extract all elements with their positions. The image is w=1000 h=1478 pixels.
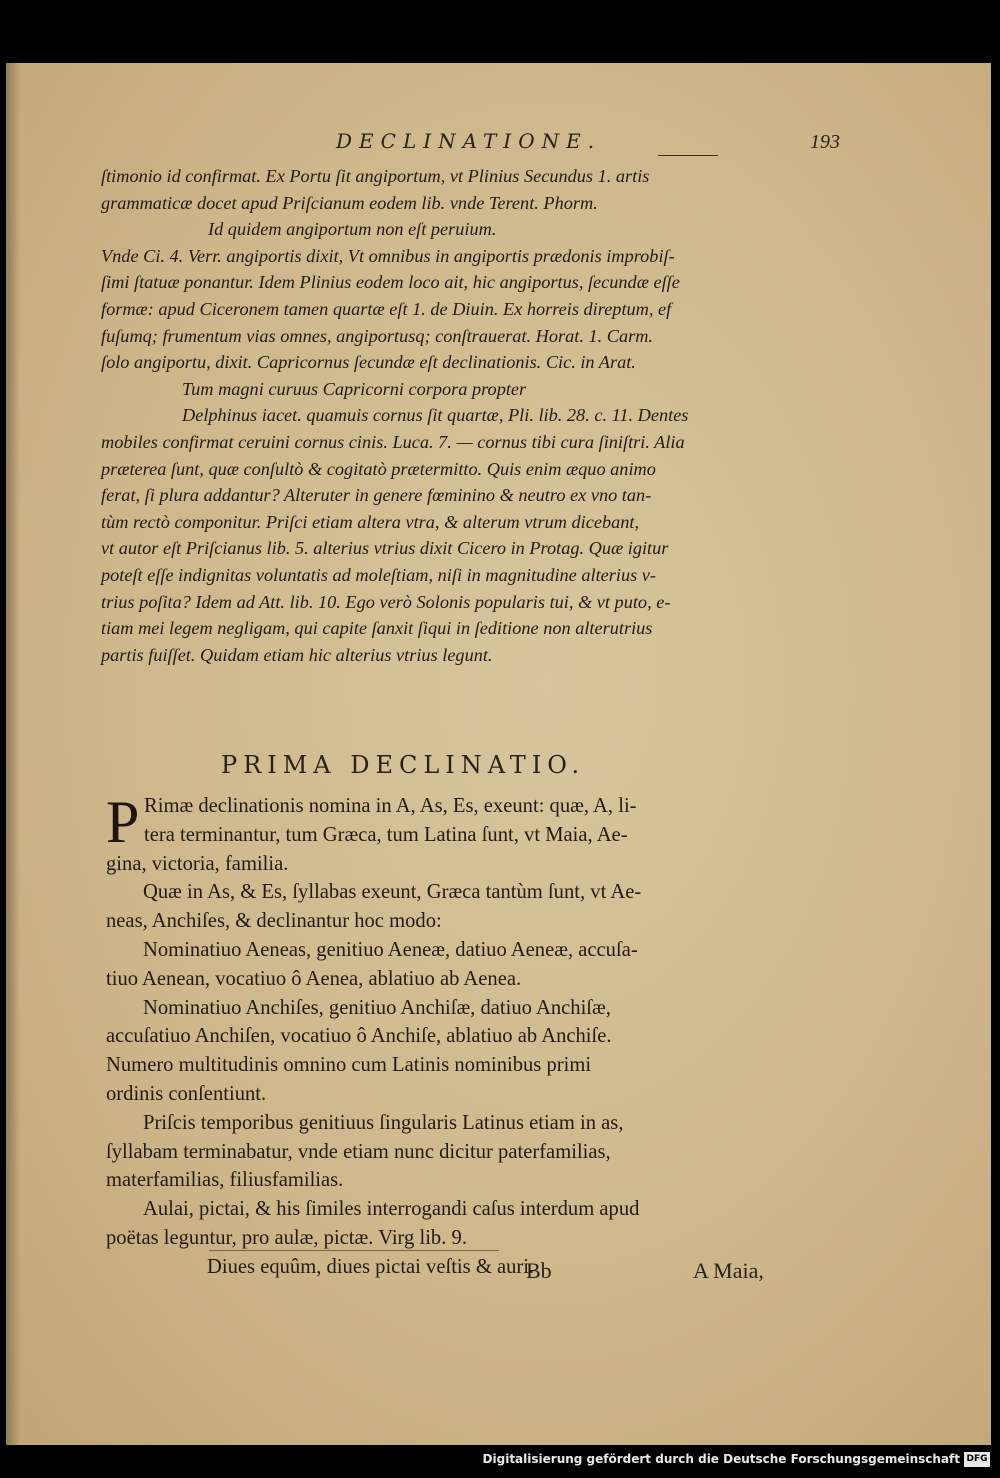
italic-line: formæ: apud Ciceronem tamen quartæ eſt 1. de Diuin. Ex horreis direptum, ef	[101, 298, 672, 319]
italic-line: poteſt eſſe indignitas voluntatis ad moleſtiam, niſi in magnitudine alterius v-	[101, 564, 656, 585]
body-line: Quæ in As, & Es, ſyllabas exeunt, Græca tantùm ſunt, vt Ae-	[143, 881, 642, 904]
body-line: poëtas leguntur, pro aulæ, pictæ. Virg lib. 9.	[106, 1226, 467, 1249]
italic-line: ſtimonio id confirmat. Ex Portu ſit angiportum, vt Plinius Secundus 1. artis	[101, 166, 650, 186]
running-head	[336, 129, 976, 163]
italic-line: Delphinus iacet. quamuis cornus ſit quartæ, Pli. lib. 28. c. 11. Dentes	[182, 405, 689, 426]
italic-quote-line: Tum magni curuus Capricorni corpora propter	[182, 378, 527, 399]
body-line: neas, Anchiſes, & declinantur hoc modo:	[106, 910, 442, 933]
gathering-signature: Bb	[526, 1258, 552, 1283]
italic-line: Vnde Ci. 4. Verr. angiportis dixit, Vt omnibus in angiportis prædonis improbiſ-	[101, 245, 675, 266]
body-line: accuſatiuo Anchiſen, vocatiuo ô Anchiſe, ablatiuo ab Anchiſe.	[106, 1025, 612, 1048]
italic-line: partis fuiſſet. Quidam etiam hic alterius vtrius legunt.	[101, 644, 493, 665]
body-line: Numero multitudinis omnino cum Latinis nominibus primi	[106, 1054, 592, 1077]
italic-line: vt autor eſt Priſcianus lib. 5. alterius vtrius dixit Cicero in Protag. Quæ igitur	[101, 538, 669, 559]
body-line: Aulai, pictai, & his ſimiles interrogandi caſus interdum apud	[143, 1198, 640, 1221]
running-head-title: DECLINATIONE.	[336, 129, 602, 153]
digitization-banner	[0, 1452, 1000, 1470]
italic-line: tùm rectò componitur. Priſci etiam altera vtra, & alterum vtrum dicebant,	[101, 511, 640, 532]
italic-line: fuſumq; frumentum vias omnes, angiportusq; conſtrauerat. Horat. 1. Carm.	[101, 325, 653, 346]
body-line: Nominatiuo Anchiſes, genitiuo Anchiſæ, datiuo Anchiſæ,	[143, 996, 611, 1019]
italic-line: grammaticæ docet apud Priſcianum eodem lib. vnde Terent. Phorm.	[101, 192, 598, 213]
body-line: gina, victoria, familia.	[106, 852, 289, 875]
body-line: Nominatiuo Aeneas, genitiuo Aeneæ, datiuo Aeneæ, accuſa-	[143, 938, 638, 961]
catchword: A Maia,	[693, 1258, 764, 1283]
italic-commentary	[101, 163, 781, 668]
footer-rule	[209, 1250, 499, 1251]
drop-cap-initial: P	[106, 789, 140, 855]
body-line: ordinis conſentiunt.	[106, 1082, 267, 1105]
page-edge-shadow	[6, 63, 20, 1445]
italic-quote-line: Id quidem angiportum non eſt peruium.	[208, 219, 497, 240]
running-head-rule	[658, 155, 718, 156]
body-line: tera terminantur, tum Græca, tum Latina ſunt, vt Maia, Ae-	[144, 823, 628, 846]
italic-line: tiam mei legem negligam, qui capite ſanxit ſiqui in ſeditione non alterutrius	[101, 618, 653, 639]
italic-line: ſimi ſtatuæ ponantur. Idem Plinius eodem loco ait, hic angiportus, ſecundæ eſſe	[101, 272, 680, 293]
page-footer	[106, 1258, 786, 1292]
roman-body-text	[106, 789, 778, 1282]
body-line: Priſcis temporibus genitiuus ſingularis Latinus etiam in as,	[143, 1111, 624, 1134]
italic-line: præterea ſunt, quæ conſultò & cogitatò prætermitto. Quis enim æquo animo	[101, 458, 656, 479]
italic-line: trius poſita? Idem ad Att. lib. 10. Ego verò Solonis popularis tui, & vt puto, e-	[101, 591, 671, 612]
section-heading: PRIMA DECLINATIO.	[221, 751, 586, 779]
dfg-banner-text: Digitalisierung gefördert durch die Deutsche Forschungsgemeinschaft	[482, 1452, 960, 1466]
body-line: Rimæ declinationis nomina in A, As, Es, exeunt: quæ, A, li-	[144, 795, 637, 817]
italic-line: ſolo angiportu, dixit. Capricornus ſecundæ eſt declinationis. Cic. in Arat.	[101, 352, 636, 373]
body-line: tiuo Aenean, vocatiuo ô Aenea, ablatiuo ab Aenea.	[106, 967, 522, 990]
italic-line: mobiles confirmat ceruini cornus cinis. Luca. 7. — cornus tibi cura ſiniſtri. Alia	[101, 431, 685, 452]
verse-line: Diues equûm, diues pictai veſtis & auri.	[207, 1255, 535, 1278]
page-number: 193	[810, 131, 840, 153]
body-line: ſyllabam terminabatur, vnde etiam nunc dicitur paterfamilias,	[106, 1140, 611, 1163]
italic-line: ferat, ſi plura addantur? Alteruter in genere fœminino & neutro ex vno tan-	[101, 485, 652, 506]
book-page	[6, 63, 991, 1445]
dfg-logo-icon: DFG	[964, 1452, 990, 1467]
body-line: materfamilias, filiusfamilias.	[106, 1169, 344, 1192]
